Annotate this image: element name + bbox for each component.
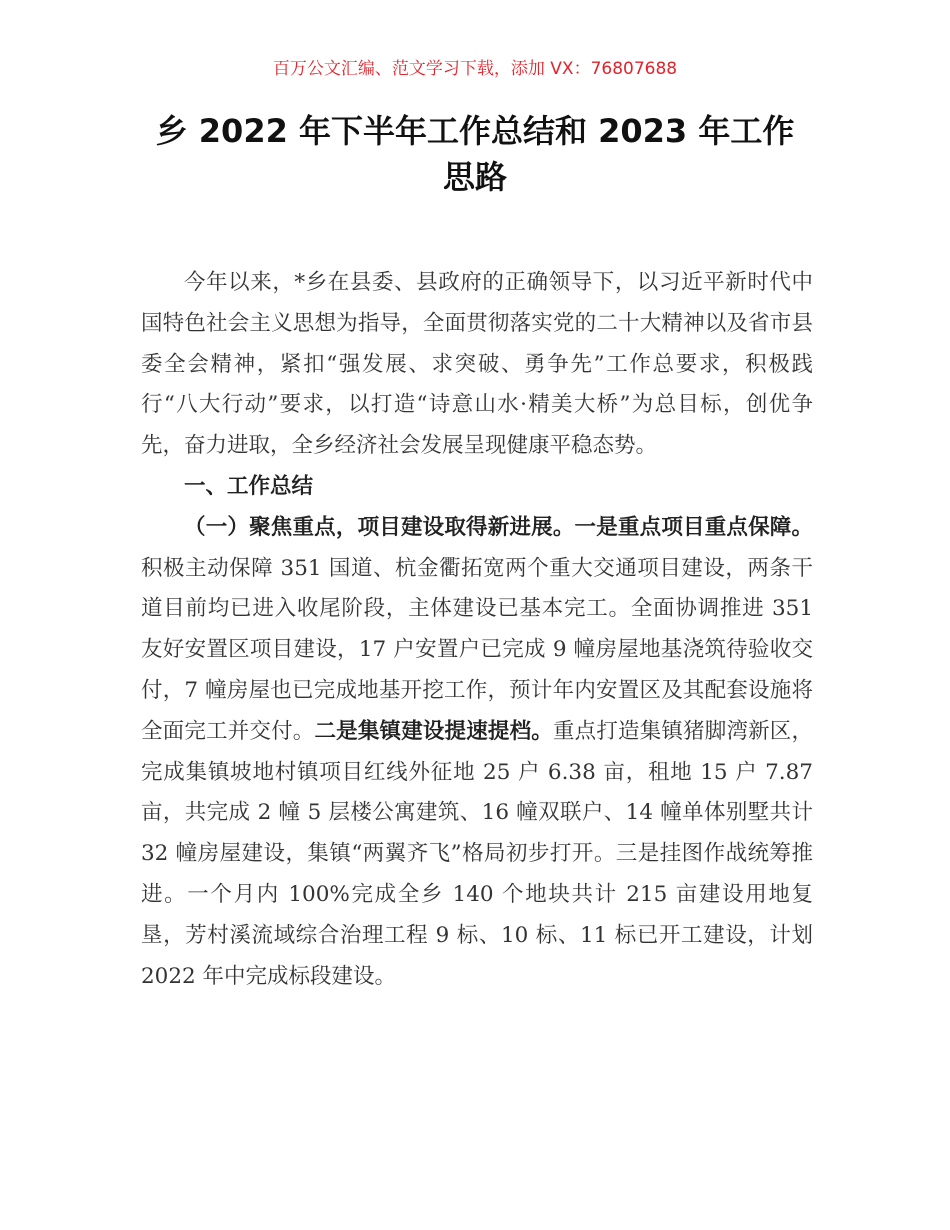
subsection-paragraph-1 bbox=[141, 508, 813, 998]
document-title: 乡 2022 年下半年工作总结和 2023 年工作思路 bbox=[155, 112, 795, 196]
watermark-header: 百万公文汇编、范文学习下载，添加 VX：76807688 bbox=[272, 59, 678, 79]
point-3-text: 三是挂图作战统筹推进。一个月内 100%完成全乡 140 个地块共计 215 亩建设用地复垦，芳村溪流域综合治理工程 9 标、10 标、11 标已开工建设，计划 2022 年中完成标段建设。 bbox=[141, 841, 813, 989]
subsection-heading: （一）聚焦重点，项目建设取得新进展。 bbox=[184, 514, 575, 540]
point-1-label: 一是重点项目重点保障。 bbox=[574, 514, 813, 540]
section-heading-work-summary: 一、工作总结 bbox=[184, 473, 314, 499]
point-1-text: 积极主动保障 351 国道、杭金衢拓宽两个重大交通项目建设，两条干道目前均已进入收尾阶段，主体建设已基本完工。全面协调推进 351 友好安置区项目建设，17 户安置户已完成 9 幢房屋地基浇筑待验收交付，7 幢房屋也已完成地基开挖工作，预计年内安置区及其配套设施将全面完工并交付。 bbox=[141, 555, 813, 744]
document-body bbox=[141, 263, 813, 997]
point-2-text: 重点打造集镇猪脚湾新区，完成集镇坡地村镇项目红线外征地 25 户 6.38 亩，租地 15 户 7.87 亩，共完成 2 幢 5 层楼公寓建筑、16 幢双联户、14 幢单体别墅共计 32 幢房屋建设，集镇“两翼齐飞”格局初步打开。 bbox=[141, 718, 813, 867]
intro-paragraph: 今年以来，*乡在县委、县政府的正确领导下，以习近平新时代中国特色社会主义思想为指导，全面贯彻落实党的二十大精神以及省市县委全会精神，紧扣“强发展、求突破、勇争先”工作总要求，积极践行“八大行动”要求，以打造“诗意山水·精美大桥”为总目标，创优争先，奋力进取，全乡经济社会发展呈现健康平稳态势。 bbox=[141, 270, 813, 459]
point-2-label: 二是集镇建设提速提档。 bbox=[314, 718, 553, 744]
